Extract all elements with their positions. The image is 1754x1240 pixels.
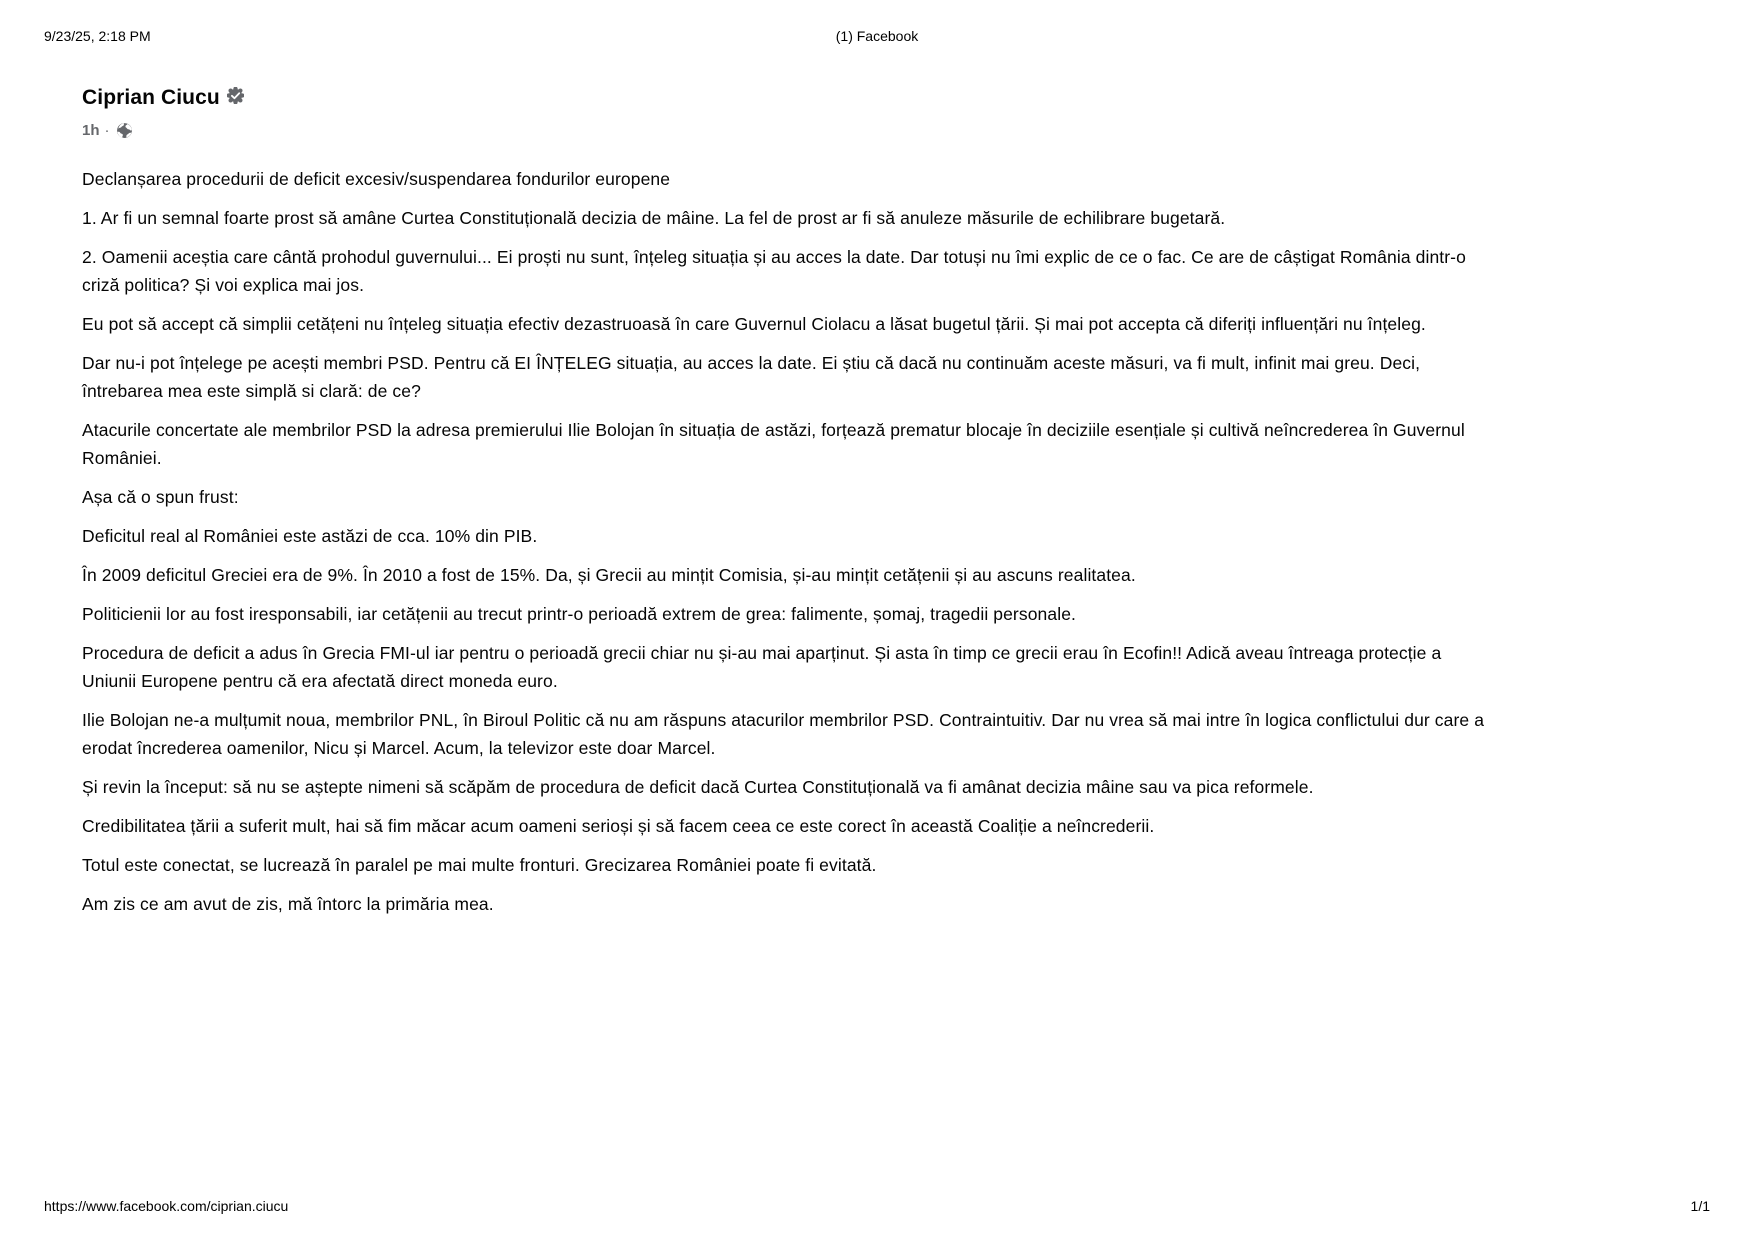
post-paragraph: Ilie Bolojan ne-a mulțumit noua, membrilor PNL, în Biroul Politic că nu am răspuns atacurilor membrilor PSD. Contraintuitiv. Dar nu vrea să mai intre în logica conflictului dur care a erodat încrederea oamenilor, Nicu și Marcel. Acum, la televizor este doar Marcel. (82, 710, 1485, 758)
post-paragraph: Credibilitatea țării a suferit mult, hai să fim măcar acum oameni serioși și să facem ceea ce este corect în această Coaliție a neîncrederii. (82, 816, 1155, 836)
post-paragraph: Așa că o spun frust: (82, 487, 239, 507)
post-paragraph: Procedura de deficit a adus în Grecia FMI-ul iar pentru o perioadă grecii chiar nu și-au mai aparținut. Și asta în timp ce grecii erau în Ecofin!! Adică aveau întreaga protecție a Uniunii Europene pentru că era afectată direct moneda euro. (82, 643, 1442, 691)
print-datetime: 9/23/25, 2:18 PM (44, 28, 151, 44)
post-paragraph: În 2009 deficitul Greciei era de 9%. În 2010 a fost de 15%. Da, și Grecii au mințit Comisia, și-au mințit cetățenii și au ascuns realitatea. (82, 565, 1136, 585)
post-meta-row (82, 122, 1490, 139)
print-page-number: 1/1 (1690, 1198, 1710, 1214)
post-paragraph: 2. Oamenii aceștia care cântă prohodul guvernului... Ei proști nu sunt, înțeleg situația și au acces la date. Dar totuși nu îmi explic de ce o fac. Ce are de câștigat România dintr-o criză politica? Și voi explica mai jos. (82, 247, 1466, 295)
post-body (82, 165, 1490, 918)
post-paragraph: Politicienii lor au fost iresponsabili, iar cetățenii au trecut printr-o perioadă extrem de grea: falimente, șomaj, tragedii personale. (82, 604, 1076, 624)
print-footer-url: https://www.facebook.com/ciprian.ciucu (44, 1198, 289, 1214)
post-paragraph: 1. Ar fi un semnal foarte prost să amâne Curtea Constituțională decizia de mâine. La fel de prost ar fi să anuleze măsurile de echilibrare bugetară. (82, 208, 1226, 228)
post-paragraph: Deficitul real al României este astăzi de cca. 10% din PIB. (82, 526, 538, 546)
meta-separator: · (104, 122, 110, 139)
author-name: Ciprian Ciucu (82, 86, 220, 109)
post-author-row (82, 86, 1490, 110)
globe-icon (116, 122, 133, 139)
post-paragraph: Și revin la început: să nu se aștepte nimeni să scăpăm de procedura de deficit dacă Curtea Constituțională va fi amânat decizia mâine sau va pica reformele. (82, 777, 1314, 797)
post-paragraph: Dar nu-i pot înțelege pe acești membri PSD. Pentru că EI ÎNȚELEG situația, au acces la date. Ei știu că dacă nu continuăm aceste măsuri, va fi mult, infinit mai greu. Deci, întrebarea mea este simplă si clară: de ce? (82, 353, 1421, 401)
facebook-post (82, 86, 1490, 929)
post-paragraph: Declanșarea procedurii de deficit excesiv/suspendarea fondurilor europene (82, 169, 671, 189)
post-paragraph: Eu pot să accept că simplii cetățeni nu înțeleg situația efectiv dezastruoasă în care Guvernul Ciolacu a lăsat bugetul țării. Și mai pot accepta că diferiți influențări nu înțeleg. (82, 314, 1426, 334)
post-paragraph: Atacurile concertate ale membrilor PSD la adresa premierului Ilie Bolojan în situația de astăzi, forțează prematur blocaje în deciziile esențiale și cultivă neîncrederea în Guvernul României. (82, 420, 1465, 468)
post-timestamp: 1h (82, 122, 100, 139)
verified-badge-icon (227, 87, 244, 104)
print-document-title: (1) Facebook (835, 28, 919, 44)
post-paragraph: Totul este conectat, se lucrează în paralel pe mai multe fronturi. Grecizarea României poate fi evitată. (82, 855, 877, 875)
post-paragraph: Am zis ce am avut de zis, mă întorc la primăria mea. (82, 894, 494, 914)
